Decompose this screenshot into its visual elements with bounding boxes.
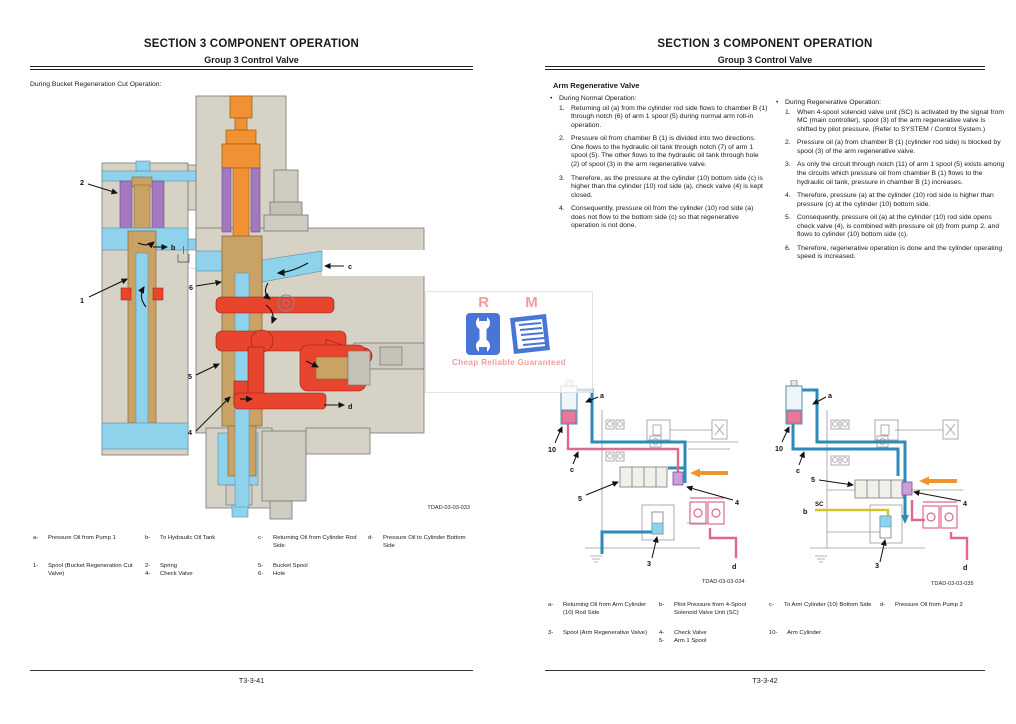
pump-symbols	[923, 502, 957, 528]
list-item: 6. Therefore, regenerative operation is done and the cylinder operating speed is increased.	[785, 244, 1003, 261]
control-valve-cross-section	[58, 93, 483, 525]
check-valve-symbol	[673, 472, 683, 485]
arm1-spool-block	[620, 467, 667, 487]
label-5: 5	[811, 475, 815, 484]
legend-item: 5- Bucket Spool 6- Hole	[258, 563, 308, 577]
label-sc: SC	[815, 502, 824, 508]
list-item: 3. As only the circuit through notch (11) of arm 1 spool (5) exists among the circuits which pressure oil from chamber B (1) flows to the hydraulic oil tank, pressure in chamber B (1) increases.	[785, 161, 1005, 186]
label-b: b	[171, 243, 176, 252]
numbered-list	[559, 105, 768, 231]
figure-code: TDAD-03-03-034	[702, 579, 745, 585]
list-item: 2. Pressure oil from chamber B (1) is divided into two directions. One flows to the hydraulic oil tank through notch (7) of arm 1 spool (5). The other flows to the hydraulic oil tank through hole (2) of spool (3) in the arm regenerative valve.	[559, 135, 759, 168]
list-item: 4. Consequently, pressure oil from the cylinder (10) rod side (a) does not flow to the bottom side (c) so that regenerative operation is not done.	[559, 205, 754, 230]
legend-item: d- Pressure Oil from Pump 2	[880, 602, 963, 608]
legend-item: 1- Spool (Bucket Regeneration Cut Valve)	[33, 563, 133, 577]
list-item: 5. Consequently, pressure oil (a) at the cylinder (10) rod side opens check valve (4), is combined with pressure oil (d) from pump 2, and flows to cylinder (10) bottom side (c).	[785, 214, 1000, 239]
watermark-initials: R M	[478, 294, 554, 311]
legend-numbers	[33, 563, 483, 578]
pump-symbols	[690, 498, 724, 524]
label-c: c	[796, 466, 800, 475]
label-c: c	[570, 465, 574, 474]
legend-item: d- Pressure Oil to Cylinder Bottom Side	[368, 535, 466, 549]
legend-item: a- Pressure Oil from Pump 1	[33, 535, 116, 541]
wrench-icon	[465, 312, 501, 356]
page-subtitle: Group 3 Control Valve	[204, 55, 299, 65]
figure-code: TDAD-03-03-033	[427, 505, 470, 511]
header-rule	[545, 66, 985, 70]
label-c: c	[348, 262, 352, 271]
label-a: a	[600, 391, 604, 400]
hydraulic-schematic-regenerative	[765, 380, 1010, 592]
legend-item: c- Returning Oil from Cylinder Rod Side	[258, 535, 357, 549]
label-10: 10	[775, 444, 783, 453]
page-title: SECTION 3 COMPONENT OPERATION	[657, 38, 873, 50]
label-4: 4	[188, 428, 192, 437]
intro-text: During Bucket Regeneration Cut Operation:	[30, 81, 162, 88]
list-item: 2. Pressure oil (a) from chamber B (1) (cylinder rod side) is blocked by spool (3) of the arm regenerative valve.	[785, 139, 1001, 155]
page-title: SECTION 3 COMPONENT OPERATION	[143, 38, 360, 50]
label-d: d	[963, 563, 968, 572]
label-d: d	[348, 402, 353, 411]
label-3: 3	[647, 559, 651, 568]
list-item: 1. Returning oil (a) from the cylinder rod side flows to chamber B (1) through notch (6) of arm 1 spool (5) during normal arm roll-in operation.	[559, 104, 768, 129]
legend-item: 4- Check Valve 5- Arm 1 Spool	[659, 630, 707, 644]
label-1: 1	[80, 296, 84, 305]
regenerative-operation-column	[776, 99, 1006, 267]
book-icon	[506, 312, 554, 356]
legend-numbers	[548, 630, 1008, 645]
arm-cylinder	[786, 380, 802, 424]
page-number: T3-3-41	[238, 676, 265, 685]
legend-letters	[548, 602, 1008, 617]
legend-item: a- Returning Oil from Arm Cylinder (10) Rod Side	[548, 602, 647, 616]
header-rule	[30, 66, 473, 70]
vendor-watermark	[425, 291, 593, 393]
legend-item: 2- Spring 4- Check Valve	[145, 563, 193, 577]
yellow-pilot-line	[815, 510, 888, 518]
page-number: T3-3-42	[752, 676, 778, 685]
hydraulic-schematic-normal	[540, 380, 780, 592]
section-title: Arm Regenerative Valve	[553, 81, 640, 90]
footer-rule	[545, 670, 985, 671]
label-3: 3	[875, 561, 879, 570]
numbered-list	[785, 109, 1006, 262]
label-6: 6	[189, 283, 193, 292]
figure-code: TDAD-03-03-035	[931, 581, 974, 587]
label-10: 10	[548, 445, 556, 454]
label-d: d	[732, 562, 737, 571]
label-a: a	[828, 391, 832, 400]
list-item: 3. Therefore, as the pressure at the cylinder (10) bottom side (c) is higher than the cylinder (10) rod side (a), check valve (4) is kept closed.	[559, 174, 763, 199]
label-b: b	[803, 507, 808, 516]
regen-spool-symbol	[652, 512, 663, 534]
legend-item: 10- Arm Cylinder	[769, 630, 822, 636]
pink-flow-line	[568, 424, 736, 558]
arm1-spool-block	[855, 480, 903, 498]
legend-item: b- Pilot Pressure from 4-Spool Solenoid Valve Unit (SC)	[659, 602, 747, 616]
bullet-heading: • During Regenerative Operation:	[776, 99, 881, 106]
bullet-heading: • During Normal Operation:	[550, 95, 637, 102]
label-4: 4	[735, 498, 739, 507]
footer-rule	[30, 670, 473, 671]
legend-item: c- To Arm Cylinder (10) Bottom Side	[769, 602, 872, 608]
page-subtitle: Group 3 Control Valve	[717, 55, 813, 65]
regen-spool-symbol	[880, 516, 891, 538]
legend-item: b- To Hydraulic Oil Tank	[145, 535, 216, 541]
label-5: 5	[578, 494, 582, 503]
label-4: 4	[963, 499, 967, 508]
label-2: 2	[80, 178, 84, 187]
legend-letters	[33, 535, 483, 550]
watermark-caption: Cheap Reliable Guaranteed	[452, 358, 566, 367]
blue-flow-line	[793, 390, 905, 518]
normal-operation-column	[550, 95, 768, 236]
list-item: 4. Therefore, pressure (a) at the cylinder (10) rod side is higher than pressure (c) at the cylinder (10) bottom side.	[785, 192, 994, 208]
label-5: 5	[188, 372, 192, 381]
legend-item: 3- Spool (Arm Regenerative Valve)	[548, 630, 648, 636]
list-item: 1. When 4-spool solenoid valve unit (SC) is activated by the signal from MC (main controller), spool (3) of the arm regenerative valve is shifted by pilot pressure. (Refer to SYSTEM / Control System.)	[785, 108, 1005, 133]
watermark-logos	[426, 312, 592, 356]
check-valve-symbol	[902, 482, 912, 495]
